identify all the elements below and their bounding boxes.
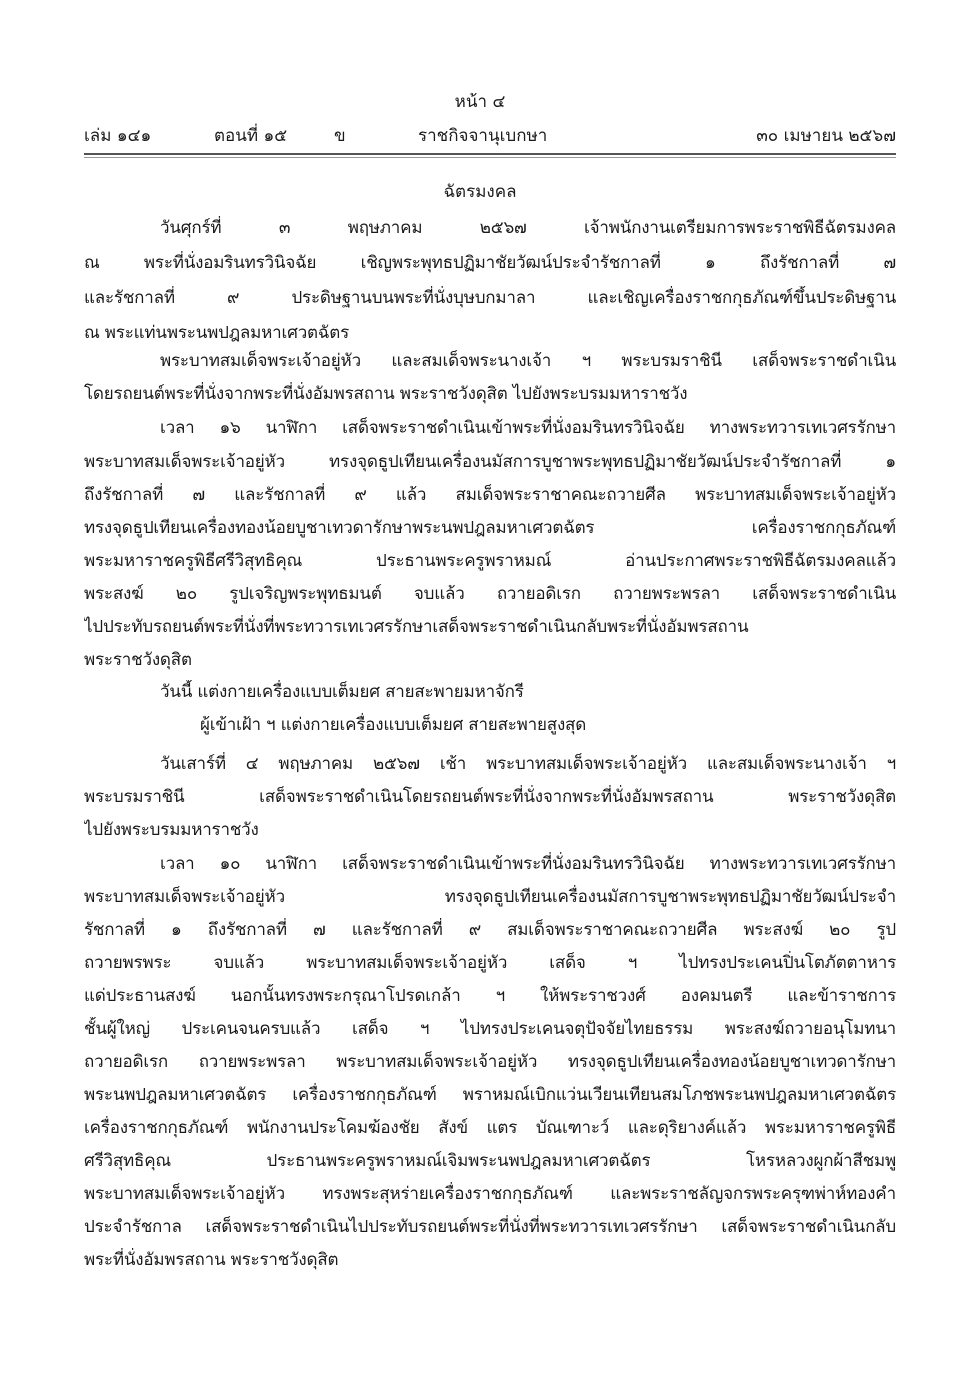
text-line: ศรีวิสุทธิคุณ ประธานพระครูพราหมณ์เจิมพระนพปฎลมหาเศวตฉัตร โหรหลวงผูกผ้าสีชมพู xyxy=(84,1151,896,1171)
dress-code-line: ผู้เข้าเฝ้า ฯ แต่งกายเครื่องแบบเต็มยศ สายสะพายสูงสุด xyxy=(200,715,587,735)
publication-date: ๓๐ เมษายน ๒๕๖๗ xyxy=(756,126,896,146)
text-line: พระบาทสมเด็จพระเจ้าอยู่หัว ทรงพระสุหร่ายเครื่องราชกกุธภัณฑ์ และพระราชลัญจกรพระครุฑพ่าห์ทองคำ xyxy=(84,1184,896,1204)
text-line: พระบาทสมเด็จพระเจ้าอยู่หัว ทรงจุดธูปเทียนเครื่องนมัสการบูชาพระพุทธปฏิมาชัยวัฒน์ประจำ xyxy=(84,887,896,907)
text-line: รัชกาลที่ ๑ ถึงรัชกาลที่ ๗ และรัชกาลที่ ๙ สมเด็จพระราชาคณะถวายศีล พระสงฆ์ ๒๐ รูป xyxy=(84,920,896,940)
text-line: ไปประทับรถยนต์พระที่นั่งที่พระทวารเทเวศรรักษาเสด็จพระราชดำเนินกลับพระที่นั่งอัมพรสถาน xyxy=(84,617,749,637)
text-line: โดยรถยนต์พระที่นั่งจากพระที่นั่งอัมพรสถาน พระราชวังดุสิต ไปยังพระบรมมหาราชวัง xyxy=(84,384,688,404)
text-line: และรัชกาลที่ ๙ ประดิษฐานบนพระที่นั่งบุษบกมาลา และเชิญเครื่องราชกกุธภัณฑ์ขึ้นประดิษฐาน xyxy=(84,288,896,308)
text-line: ประจำรัชกาล เสด็จพระราชดำเนินไปประทับรถยนต์พระที่นั่งที่พระทวารเทเวศรรักษา เสด็จพระราชดำเนินกลับ xyxy=(84,1217,896,1237)
page-number: หน้า ๔ xyxy=(454,92,506,112)
text-line: วันศุกร์ที่ ๓ พฤษภาคม ๒๕๖๗ เจ้าพนักงานเตรียมการพระราชพิธีฉัตรมงคล xyxy=(160,218,896,238)
text-line: พระบาทสมเด็จพระเจ้าอยู่หัว และสมเด็จพระนางเจ้า ฯ พระบรมราชินี เสด็จพระราชดำเนิน xyxy=(160,351,896,371)
text-line: เครื่องราชกกุธภัณฑ์ พนักงานประโคมฆ้องชัย สังข์ แตร บัณเฑาะว์ และดุริยางค์แล้ว พระมหาราชครูพิธี xyxy=(84,1118,896,1138)
text-line: พระสงฆ์ ๒๐ รูปเจริญพระพุทธมนต์ จบแล้ว ถวายอดิเรก ถวายพระพรลา เสด็จพระราชดำเนิน xyxy=(84,584,896,604)
text-line: ทรงจุดธูปเทียนเครื่องทองน้อยบูชาเทวดารักษาพระนพปฎลมหาเศวตฉัตร เครื่องราชกกุธภัณฑ์ xyxy=(84,518,896,538)
volume-label: เล่ม ๑๔๑ xyxy=(84,126,152,146)
text-line: ไปยังพระบรมมหาราชวัง xyxy=(84,820,259,840)
text-line: พระราชวังดุสิต xyxy=(84,650,192,670)
gazette-header xyxy=(84,122,896,148)
text-line: ชั้นผู้ใหญ่ ประเคนจนครบแล้ว เสด็จ ฯ ไปทรงประเคนจตุปัจจัยไทยธรรม พระสงฆ์ถวายอนุโมทนา xyxy=(84,1019,896,1039)
text-line: ณ พระแท่นพระนพปฎลมหาเศวตฉัตร xyxy=(84,323,350,343)
text-line: ถวายอดิเรก ถวายพระพรลา พระบาทสมเด็จพระเจ้าอยู่หัว ทรงจุดธูปเทียนเครื่องทองน้อยบูชาเทวดารักษา xyxy=(84,1052,896,1072)
text-line: พระที่นั่งอัมพรสถาน พระราชวังดุสิต xyxy=(84,1250,339,1270)
text-line: พระนพปฎลมหาเศวตฉัตร เครื่องราชกกุธภัณฑ์ พราหมณ์เบิกแว่นเวียนเทียนสมโภชพระนพปฎลมหาเศวตฉัตร xyxy=(84,1085,896,1105)
header-rule-thin xyxy=(84,157,896,158)
part-label: ข xyxy=(334,126,346,146)
text-line: พระบาทสมเด็จพระเจ้าอยู่หัว ทรงจุดธูปเทียนเครื่องนมัสการบูชาพระพุทธปฏิมาชัยวัฒน์ประจำรัชกาลที่ ๑ xyxy=(84,452,896,472)
text-line: ถวายพรพระ จบแล้ว พระบาทสมเด็จพระเจ้าอยู่หัว เสด็จ ฯ ไปทรงประเคนปิ่นโตภัตตาหาร xyxy=(84,953,896,973)
header-rule xyxy=(84,153,896,155)
text-line: เวลา ๑๖ นาฬิกา เสด็จพระราชดำเนินเข้าพระที่นั่งอมรินทรวินิจฉัย ทางพระทวารเทเวศรรักษา xyxy=(160,418,896,438)
text-line: ถึงรัชกาลที่ ๗ และรัชกาลที่ ๙ แล้ว สมเด็จพระราชาคณะถวายศีล พระบาทสมเด็จพระเจ้าอยู่หัว xyxy=(84,485,896,505)
text-line: เวลา ๑๐ นาฬิกา เสด็จพระราชดำเนินเข้าพระที่นั่งอมรินทรวินิจฉัย ทางพระทวารเทเวศรรักษา xyxy=(160,854,896,874)
text-line: แด่ประธานสงฆ์ นอกนั้นทรงพระกรุณาโปรดเกล้า ฯ ให้พระราชวงศ์ องคมนตรี และข้าราชการ xyxy=(84,986,896,1006)
text-line: พระบรมราชินี เสด็จพระราชดำเนินโดยรถยนต์พระที่นั่งจากพระที่นั่งอัมพรสถาน พระราชวังดุสิต xyxy=(84,787,896,807)
publication-name: ราชกิจจานุเบกษา xyxy=(418,126,548,146)
text-line: พระมหาราชครูพิธีศรีวิสุทธิคุณ ประธานพระครูพราหมณ์ อ่านประกาศพระราชพิธีฉัตรมงคลแล้ว xyxy=(84,551,896,571)
text-line: ณ พระที่นั่งอมรินทรวินิจฉัย เชิญพระพุทธปฏิมาชัยวัฒน์ประจำรัชกาลที่ ๑ ถึงรัชกาลที่ ๗ xyxy=(84,253,896,273)
section-label: ตอนที่ ๑๕ xyxy=(214,126,288,146)
text-line: วันเสาร์ที่ ๔ พฤษภาคม ๒๕๖๗ เช้า พระบาทสมเด็จพระเจ้าอยู่หัว และสมเด็จพระนางเจ้า ฯ xyxy=(160,754,896,774)
document-title: ฉัตรมงคล xyxy=(443,182,517,202)
dress-code-line: วันนี้ แต่งกายเครื่องแบบเต็มยศ สายสะพายมหาจักรี xyxy=(160,682,524,702)
